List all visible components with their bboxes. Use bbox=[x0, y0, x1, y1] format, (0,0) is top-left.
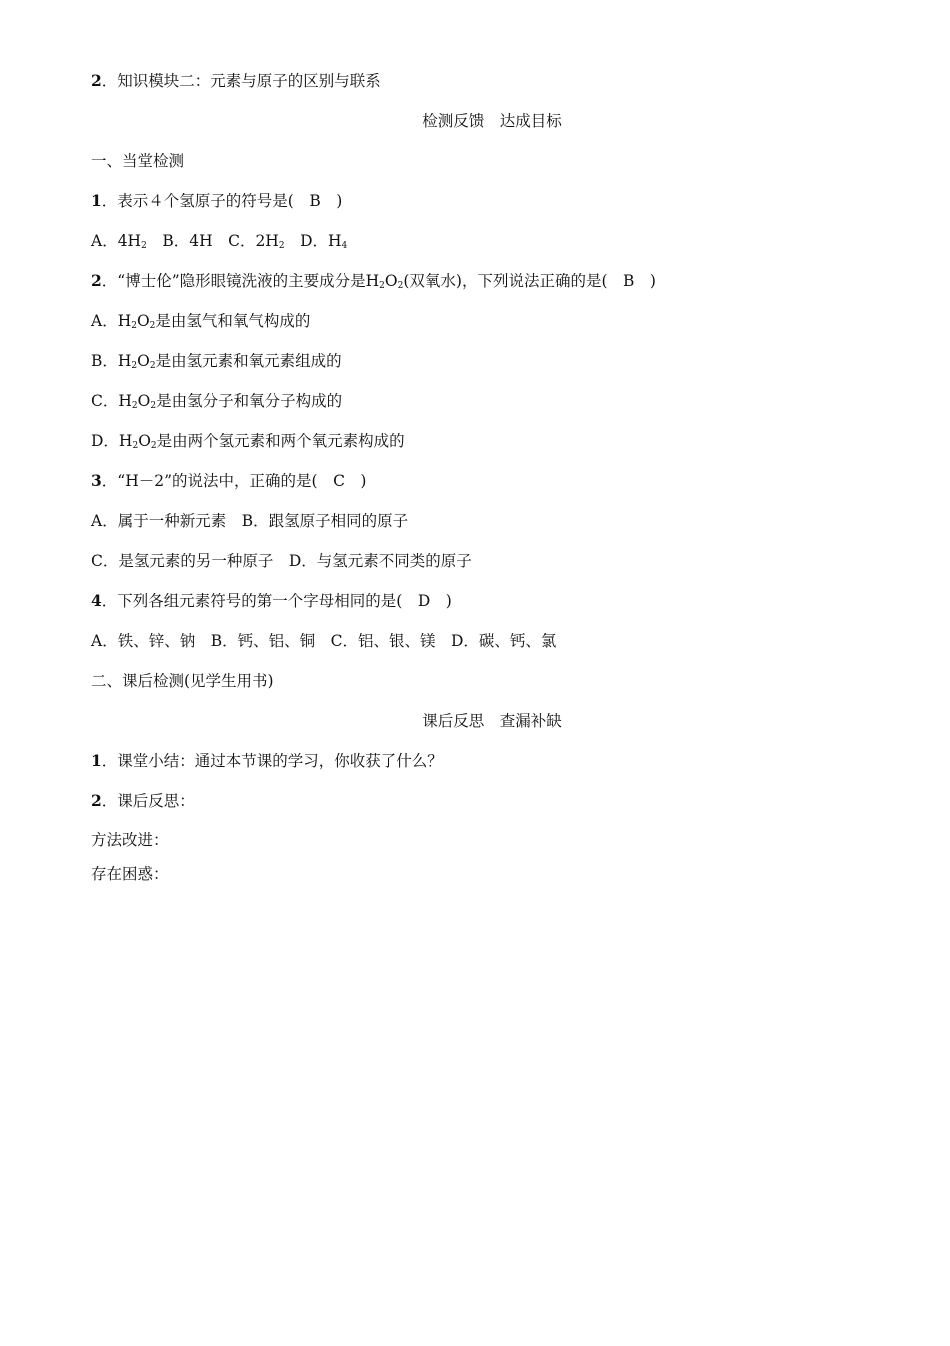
method-improvement-label: 方法改进： bbox=[91, 831, 169, 849]
option-text: 是由两个氢元素和两个氧元素构成的 bbox=[156, 432, 405, 450]
question-number: 1 bbox=[91, 191, 102, 210]
question-1-options bbox=[91, 230, 347, 252]
part-heading-classroom: 一、当堂检测 bbox=[91, 152, 185, 170]
formula-part: O bbox=[138, 432, 151, 450]
formula-part: O bbox=[136, 312, 150, 330]
question-number: 2 bbox=[91, 271, 102, 290]
option-label: B．H bbox=[91, 352, 132, 370]
question-2-option-b bbox=[91, 350, 342, 372]
question-text: ．表示４个氢原子的符号是( B ) bbox=[101, 192, 343, 210]
question-text: ．“博士伦”隐形眼镜洗液的主要成分是H bbox=[101, 272, 380, 290]
question-4-options: A．铁、锌、钠 B．钙、铝、铜 C．铝、银、镁 D．碳、钙、氯 bbox=[91, 632, 557, 650]
reflection-item-2 bbox=[91, 790, 195, 812]
option-text: 是由氢分子和氧分子构成的 bbox=[156, 392, 343, 410]
module2-heading bbox=[91, 70, 381, 92]
item-text: ．课堂小结：通过本节课的学习，你收获了什么？ bbox=[101, 752, 443, 770]
question-3-options-ab: A．属于一种新元素 B．跟氢原子相同的原子 bbox=[91, 512, 409, 530]
subscript: 2 bbox=[397, 281, 404, 291]
subscript: 2 bbox=[149, 321, 156, 331]
subscript: 2 bbox=[132, 441, 139, 451]
option-text: 是由氢气和氧气构成的 bbox=[155, 312, 311, 330]
question-number: 3 bbox=[91, 471, 102, 490]
subscript: 2 bbox=[379, 281, 385, 291]
question-1 bbox=[91, 190, 342, 212]
subscript: 2 bbox=[131, 321, 137, 331]
item-text: ．知识模块二：元素与原子的区别与联系 bbox=[101, 72, 381, 90]
item-number: 2 bbox=[91, 791, 102, 810]
question-2-option-c bbox=[91, 390, 342, 412]
option-text: 是由氢元素和氧元素组成的 bbox=[155, 352, 342, 370]
question-text: (双氧水)，下列说法正确的是( B ) bbox=[403, 272, 656, 290]
question-2-option-d bbox=[91, 430, 405, 452]
subscript: 2 bbox=[131, 401, 138, 411]
item-number: 1 bbox=[91, 751, 102, 770]
option-label: C．H bbox=[91, 392, 132, 410]
formula-part: O bbox=[137, 352, 150, 370]
confusion-label: 存在困惑： bbox=[91, 865, 169, 883]
formula-part: O bbox=[384, 272, 398, 290]
question-2 bbox=[91, 270, 656, 292]
subscript: 2 bbox=[131, 361, 138, 371]
option-b-c: B．4H C．2H bbox=[146, 232, 279, 250]
formula-part: O bbox=[137, 392, 151, 410]
option-d: D．H bbox=[284, 232, 342, 250]
section-title-reflection: 课后反思 查漏补缺 bbox=[422, 712, 562, 730]
question-3-options-cd: C．是氢元素的另一种原子 D．与氢元素不同类的原子 bbox=[91, 552, 472, 570]
question-3 bbox=[91, 470, 366, 492]
subscript: 2 bbox=[278, 241, 285, 251]
item-text: ．课后反思： bbox=[101, 792, 195, 810]
subscript: 2 bbox=[150, 401, 157, 411]
question-4 bbox=[91, 590, 452, 612]
section-title-feedback: 检测反馈 达成目标 bbox=[422, 112, 562, 130]
question-text: ．下列各组元素符号的第一个字母相同的是( D ) bbox=[101, 592, 452, 610]
reflection-item-1 bbox=[91, 750, 443, 772]
question-text: ．“H－2”的说法中，正确的是( C ) bbox=[101, 472, 367, 490]
option-label: A．H bbox=[91, 312, 132, 330]
option-label: D．H bbox=[91, 432, 133, 450]
subscript: 2 bbox=[149, 361, 156, 371]
item-number: 2 bbox=[91, 71, 102, 90]
option-a: A．4H bbox=[91, 232, 142, 250]
subscript: 4 bbox=[341, 241, 348, 251]
subscript: 2 bbox=[141, 241, 147, 251]
part-heading-after-class: 二、课后检测(见学生用书) bbox=[91, 672, 274, 690]
subscript: 2 bbox=[150, 441, 157, 451]
question-2-option-a bbox=[91, 310, 310, 332]
question-number: 4 bbox=[91, 591, 102, 610]
